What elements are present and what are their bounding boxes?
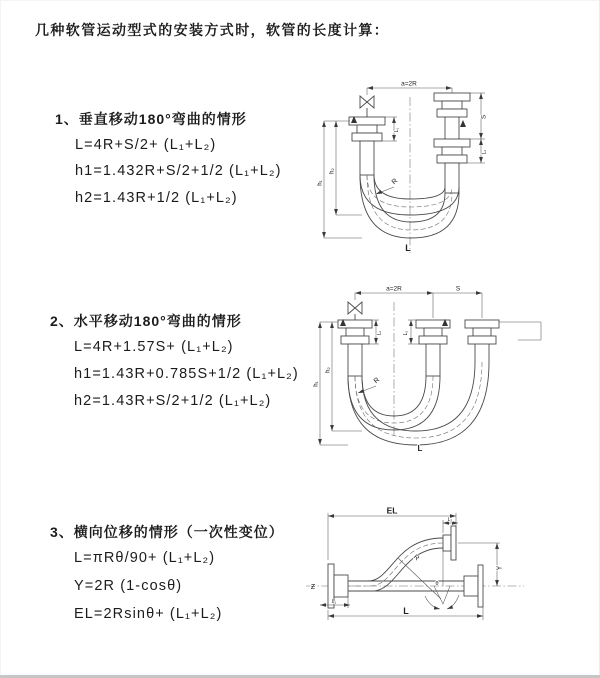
right-connector-upper (434, 93, 470, 117)
radius-label: R (372, 376, 382, 386)
y-label: Y (496, 565, 504, 571)
page-title: 几种软管运动型式的安装方式时，软管的长度计算： (35, 22, 390, 38)
el-label: EL (386, 505, 398, 516)
length-label: L (403, 606, 409, 616)
section-2-heading: 2、水平移动180°弯曲的情形 (50, 313, 242, 329)
span-label: a=2R (401, 80, 417, 88)
section-2-formula-h1: h1=1.43R+0.785S+1/2 (L₁+L₂) (74, 366, 299, 382)
section-3-formula-l: L=πRθ/90+ (L₁+L₂) (74, 550, 216, 566)
h2-label: h₂ (325, 367, 332, 373)
diagram-horizontal-180-bend (308, 278, 593, 463)
hose-u-curves (360, 175, 459, 238)
dim-stroke-s (470, 93, 488, 139)
dim-el (328, 506, 456, 561)
dim-span-a2r (355, 286, 482, 319)
h2-label: h₂ (329, 168, 336, 174)
right-connector-lower (434, 139, 470, 193)
left-connector (349, 117, 385, 175)
section-1-formula-l: L=4R+S/2+ (L₁+L₂) (75, 137, 217, 153)
hose-u-curves (348, 362, 489, 445)
l2-label: L₂ (447, 517, 453, 523)
section-3-formula-y: Y=2R (1-cosθ) (74, 578, 183, 594)
section-3-formula-el: EL=2Rsinθ+ (L₁+L₂) (74, 606, 223, 622)
section-1-formula-h2: h2=1.43R+1/2 (L₁+L₂) (75, 190, 238, 206)
dim-l (328, 606, 483, 620)
radius-label: R (411, 553, 421, 563)
span-label: a=2R (386, 285, 402, 293)
upper-flange-displaced (443, 526, 456, 560)
theta-label: θ (435, 581, 439, 587)
diagram-lateral-displacement (298, 498, 598, 658)
movement-arrow-right (460, 120, 466, 127)
valve-icon (348, 302, 362, 320)
right-pipe (445, 117, 459, 139)
middle-connector (416, 320, 450, 376)
section-1-heading: 1、垂直移动180°弯曲的情形 (55, 111, 247, 127)
section-2-formula-h2: h2=1.43R+S/2+1/2 (L₁+L₂) (74, 393, 272, 409)
h1-label: h₁ (317, 180, 324, 186)
valve-icon (360, 96, 374, 117)
h1-label: h₁ (313, 381, 320, 387)
radius-callout (358, 377, 381, 393)
l2-label: L₂ (481, 149, 488, 155)
radius-and-angle (398, 548, 459, 609)
right-extension-lines (499, 322, 541, 340)
right-connector-moved (465, 320, 499, 362)
diagram-vertical-180-bend (310, 75, 560, 260)
radius-label: R (390, 177, 400, 187)
l2-label: L₂ (403, 330, 409, 336)
length-label: L (405, 243, 411, 253)
stroke-label: S (480, 114, 488, 120)
l1-label: L₁ (331, 599, 337, 605)
section-1-formula-h1: h1=1.432R+S/2+1/2 (L₁+L₂) (75, 163, 282, 179)
right-flange-original (464, 565, 483, 607)
section-2-formula-l: L=4R+1.57S+ (L₁+L₂) (74, 339, 234, 355)
section-3-heading: 3、横向位移的情形（一次性变位） (50, 524, 284, 540)
l1-label: L₁ (394, 127, 400, 133)
l1-label: L₁ (376, 330, 383, 336)
axis-mark: Ƶ (310, 584, 316, 591)
curved-hose-displaced-position (348, 538, 443, 591)
left-connector (338, 320, 372, 376)
stroke-label-top: S (455, 285, 461, 293)
length-label: L (417, 444, 423, 453)
radius-callout (376, 178, 399, 194)
